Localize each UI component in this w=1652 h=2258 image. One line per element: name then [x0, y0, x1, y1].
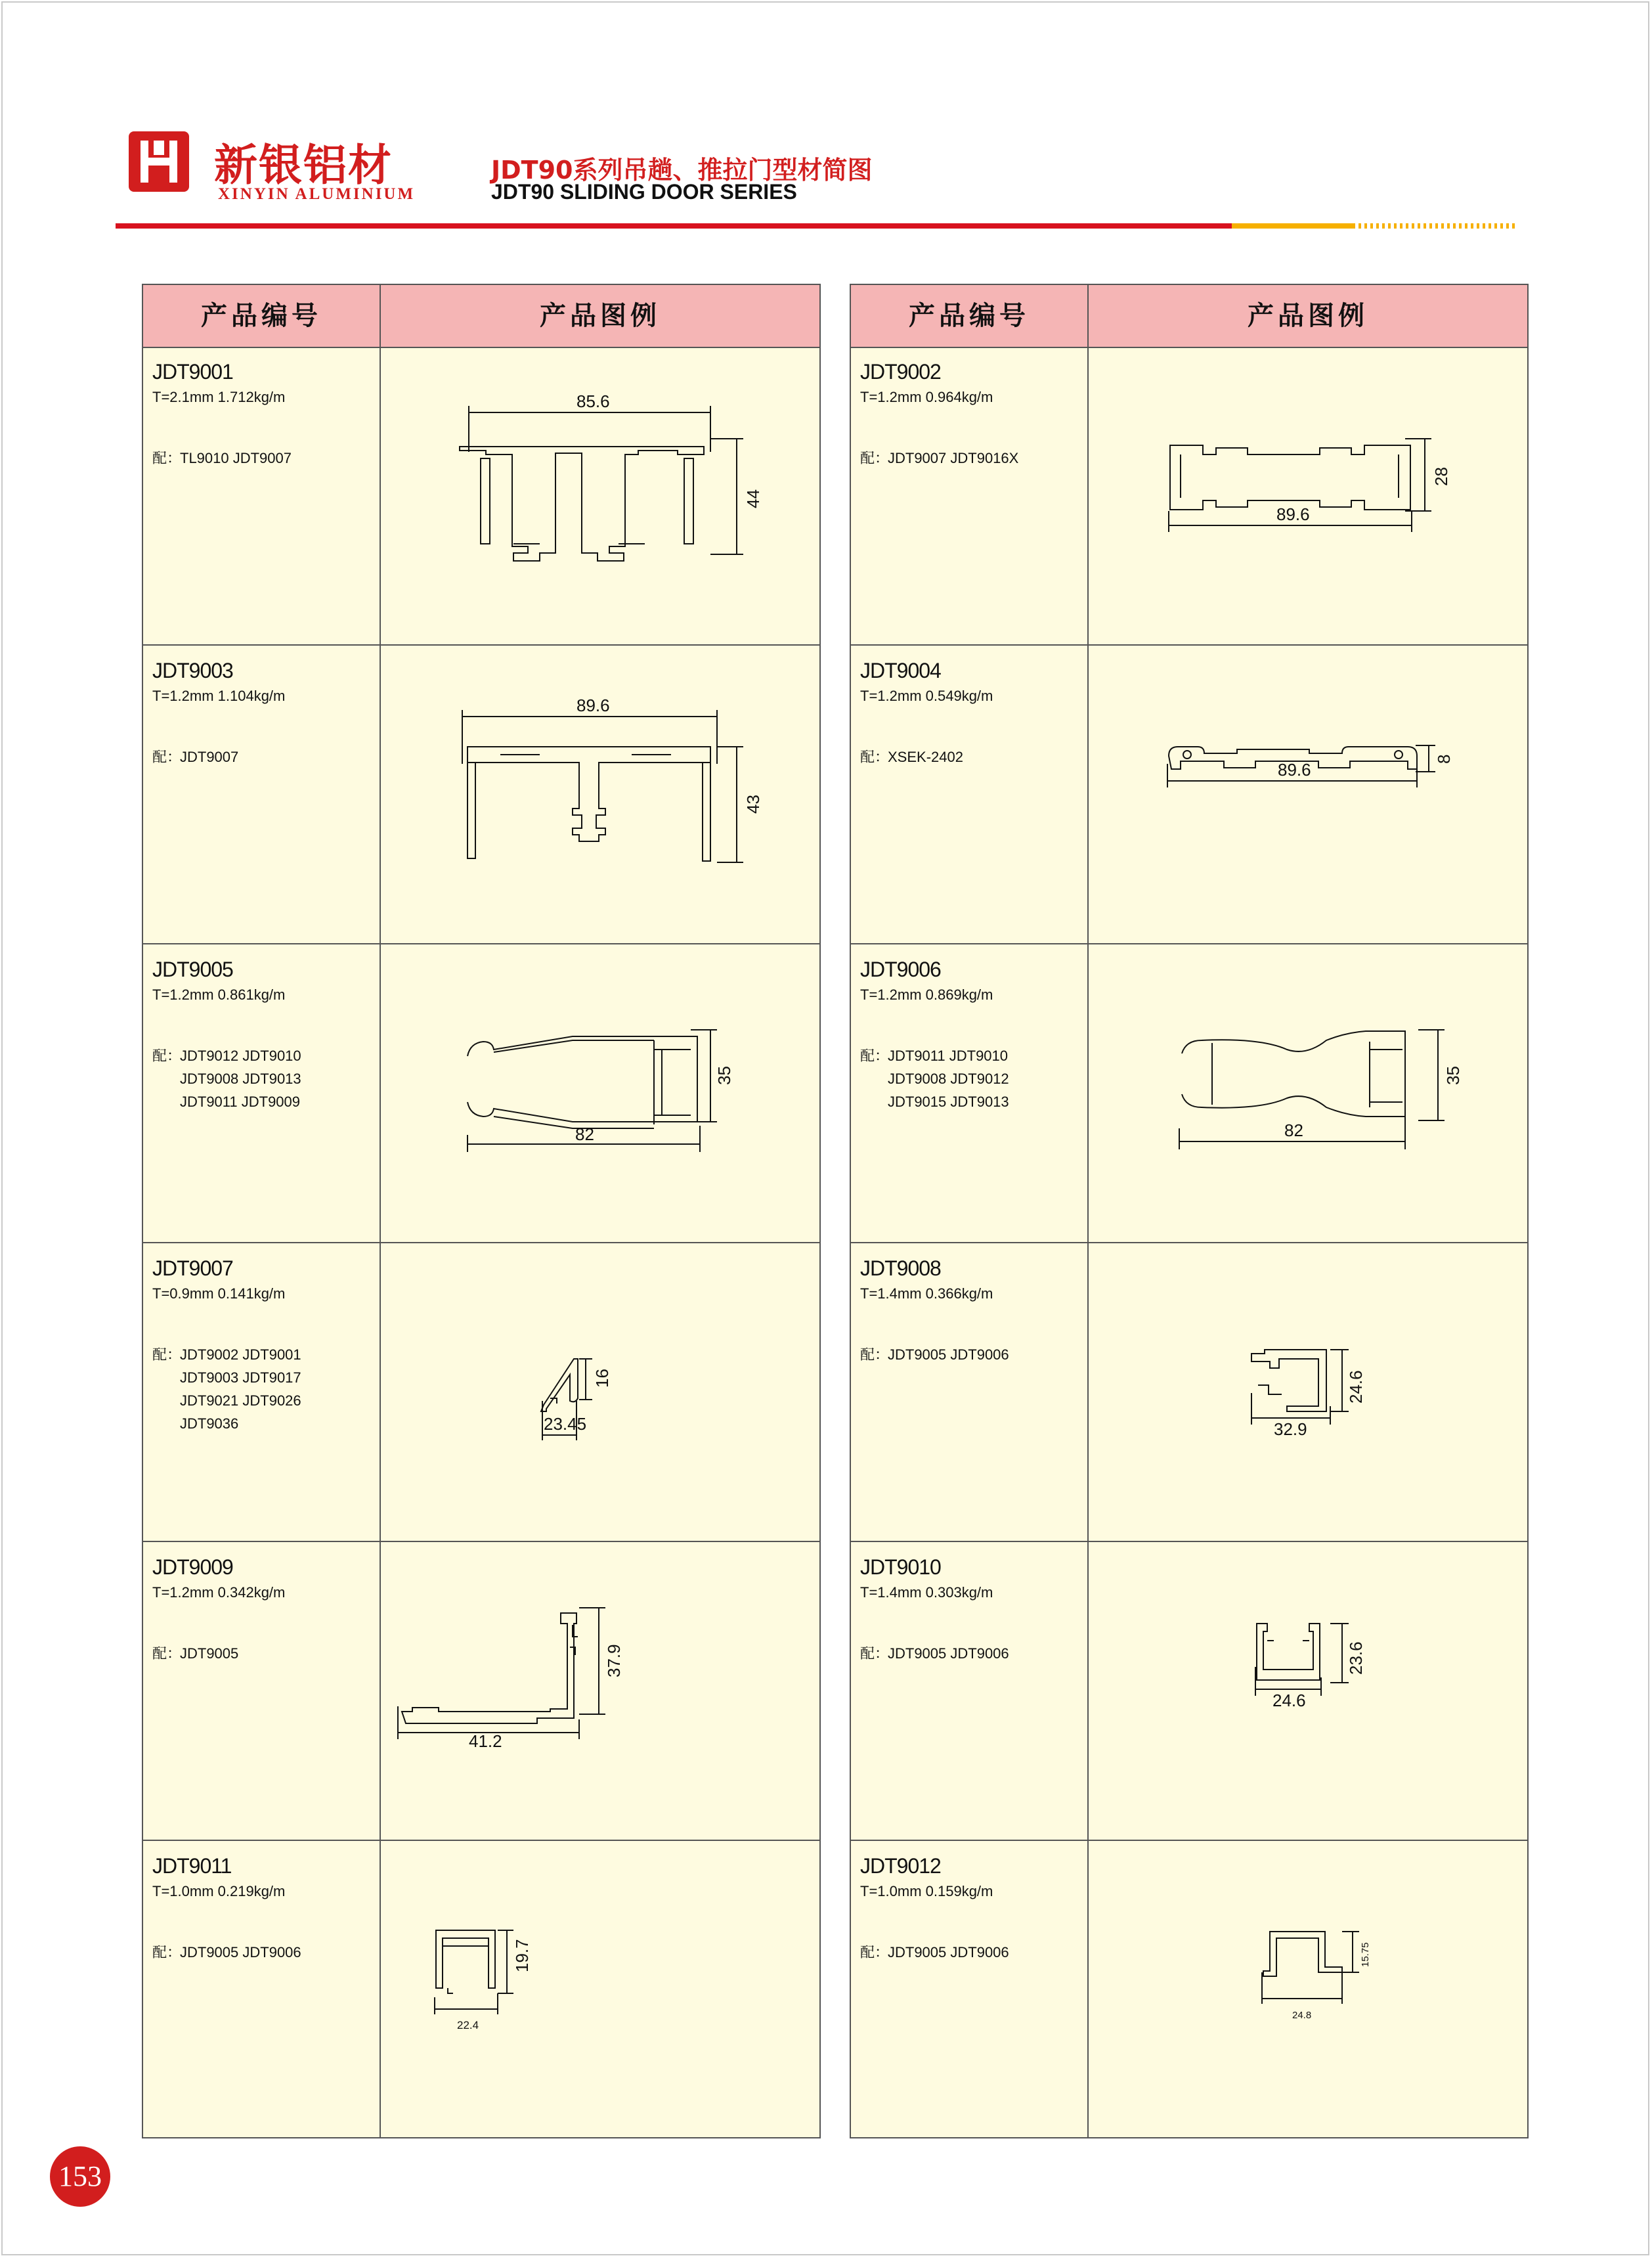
product-spec: T=1.0mm 0.219kg/m — [152, 1883, 286, 1899]
product-match: 配：JDT9005 JDT9006 — [860, 1645, 1009, 1662]
product-match: 配：JDT9005 JDT9006 — [860, 1944, 1009, 1960]
xinyin-logo-icon — [129, 131, 189, 192]
dim-height: 28 — [1431, 467, 1451, 486]
dim-height: 24.6 — [1346, 1370, 1366, 1404]
dim-width: 82 — [575, 1124, 594, 1144]
table-header — [143, 285, 819, 348]
profile-drawing — [1090, 1841, 1529, 2138]
table-header — [851, 285, 1527, 348]
product-spec: T=1.2mm 0.549kg/m — [860, 688, 993, 704]
product-spec: T=1.2mm 0.964kg/m — [860, 389, 993, 405]
header-product-figure: 产品图例 — [1248, 301, 1368, 331]
product-row-jdt9006 — [851, 944, 1527, 1243]
product-match: 配：JDT9011 JDT9010 JDT9008 JDT9012 JDT9015 JDT9013 — [860, 1048, 1009, 1110]
dim-height: 35 — [714, 1066, 734, 1085]
product-row-jdt9009 — [143, 1542, 819, 1841]
product-row-jdt9003 — [143, 646, 819, 944]
product-code: JDT9005 — [152, 958, 233, 981]
dim-width: 22.4 — [457, 2019, 479, 2031]
product-code: JDT9012 — [860, 1854, 941, 1878]
dim-height: 16 — [592, 1369, 612, 1388]
product-code: JDT9007 — [152, 1256, 233, 1280]
dim-width: 89.6 — [576, 696, 610, 715]
product-match: 配：JDT9005 JDT9006 — [152, 1944, 301, 1960]
brand-name-en: XINYIN ALUMINIUM — [218, 185, 416, 203]
product-row-jdt9002 — [851, 347, 1527, 646]
profile-drawing — [1090, 646, 1529, 943]
profile-drawing — [382, 646, 821, 943]
product-row-jdt9004 — [851, 646, 1527, 944]
product-code: JDT9001 — [152, 360, 233, 384]
dim-height: 44 — [743, 489, 763, 508]
product-code: JDT9011 — [152, 1854, 232, 1878]
dim-width: 89.6 — [1276, 504, 1310, 524]
header-product-code: 产品编号 — [909, 301, 1030, 331]
header-product-code: 产品编号 — [201, 301, 322, 331]
product-code: JDT9009 — [152, 1555, 233, 1579]
header-product-figure: 产品图例 — [540, 301, 661, 331]
dim-height: 15.75 — [1360, 1942, 1371, 1967]
dim-width: 24.8 — [1292, 2010, 1312, 2021]
product-code: JDT9006 — [860, 958, 941, 981]
profile-drawing — [382, 944, 821, 1242]
product-match: 配：JDT9002 JDT9001 JDT9003 JDT9017 JDT9021 JDT9026 JDT9036 — [152, 1346, 301, 1432]
product-code: JDT9008 — [860, 1256, 941, 1280]
dim-width: 32.9 — [1274, 1419, 1307, 1439]
product-code: JDT9003 — [152, 659, 233, 682]
product-spec: T=1.0mm 0.159kg/m — [860, 1883, 993, 1899]
page-number: 153 — [50, 2146, 110, 2207]
product-match: 配：TL9010 JDT9007 — [152, 450, 292, 466]
product-spec: T=1.2mm 0.861kg/m — [152, 986, 286, 1003]
product-row-jdt9005 — [143, 944, 819, 1243]
header-rule-red — [116, 223, 1232, 229]
header-rule-dashed — [1353, 223, 1517, 229]
product-match: 配：XSEK-2402 — [860, 749, 963, 765]
profile-drawing — [1090, 1542, 1529, 1840]
dim-height: 23.6 — [1346, 1641, 1366, 1675]
product-match: 配：JDT9007 JDT9016X — [860, 450, 1019, 466]
dim-width: 85.6 — [576, 391, 610, 411]
profile-drawing — [382, 1542, 821, 1840]
brand-name-cn: 新银铝材 — [214, 140, 393, 190]
product-row-jdt9008 — [851, 1243, 1527, 1542]
product-spec: T=2.1mm 1.712kg/m — [152, 389, 286, 405]
product-row-jdt9010 — [851, 1542, 1527, 1841]
product-match: 配：JDT9005 — [152, 1645, 239, 1662]
dim-height: 37.9 — [604, 1644, 624, 1677]
profile-drawing — [1090, 944, 1529, 1242]
dim-height: 8 — [1434, 754, 1454, 764]
product-match: 配：JDT9012 JDT9010 JDT9008 JDT9013 JDT9011 JDT9009 — [152, 1048, 301, 1110]
product-spec: T=1.4mm 0.366kg/m — [860, 1285, 993, 1302]
dim-height: 43 — [743, 795, 763, 814]
product-row-jdt9007 — [143, 1243, 819, 1542]
dim-height: 35 — [1443, 1066, 1463, 1085]
profile-drawing — [1090, 1243, 1529, 1541]
product-match: 配：JDT9007 — [152, 749, 239, 765]
product-match: 配：JDT9005 JDT9006 — [860, 1346, 1009, 1363]
dim-width: 41.2 — [469, 1731, 502, 1751]
product-spec: T=1.2mm 1.104kg/m — [152, 688, 286, 704]
product-spec: T=0.9mm 0.141kg/m — [152, 1285, 286, 1302]
dim-height: 19.7 — [512, 1939, 532, 1972]
dim-width: 82 — [1284, 1120, 1303, 1140]
product-table-right — [850, 284, 1529, 2138]
product-spec: T=1.4mm 0.303kg/m — [860, 1584, 993, 1601]
product-table-left — [142, 284, 821, 2138]
product-spec: T=1.2mm 0.869kg/m — [860, 986, 993, 1003]
dim-width: 23.45 — [544, 1414, 587, 1434]
page-title-cn: JDT90系列吊趟、推拉门型材简图 — [491, 156, 873, 185]
product-row-jdt9012 — [851, 1841, 1527, 2140]
product-code: JDT9004 — [860, 659, 941, 682]
profile-drawing — [382, 1243, 821, 1541]
dim-width: 24.6 — [1272, 1691, 1306, 1710]
header-rule-orange — [1232, 223, 1353, 229]
dim-width: 89.6 — [1278, 760, 1311, 780]
product-spec: T=1.2mm 0.342kg/m — [152, 1584, 286, 1601]
profile-drawing — [382, 1841, 821, 2138]
product-row-jdt9001 — [143, 347, 819, 646]
product-code: JDT9010 — [860, 1555, 941, 1579]
page-title-en: JDT90 SLIDING DOOR SERIES — [491, 180, 797, 204]
profile-drawing — [1090, 347, 1529, 644]
product-code: JDT9002 — [860, 360, 941, 384]
profile-drawing — [382, 347, 821, 644]
product-row-jdt9011 — [143, 1841, 819, 2140]
